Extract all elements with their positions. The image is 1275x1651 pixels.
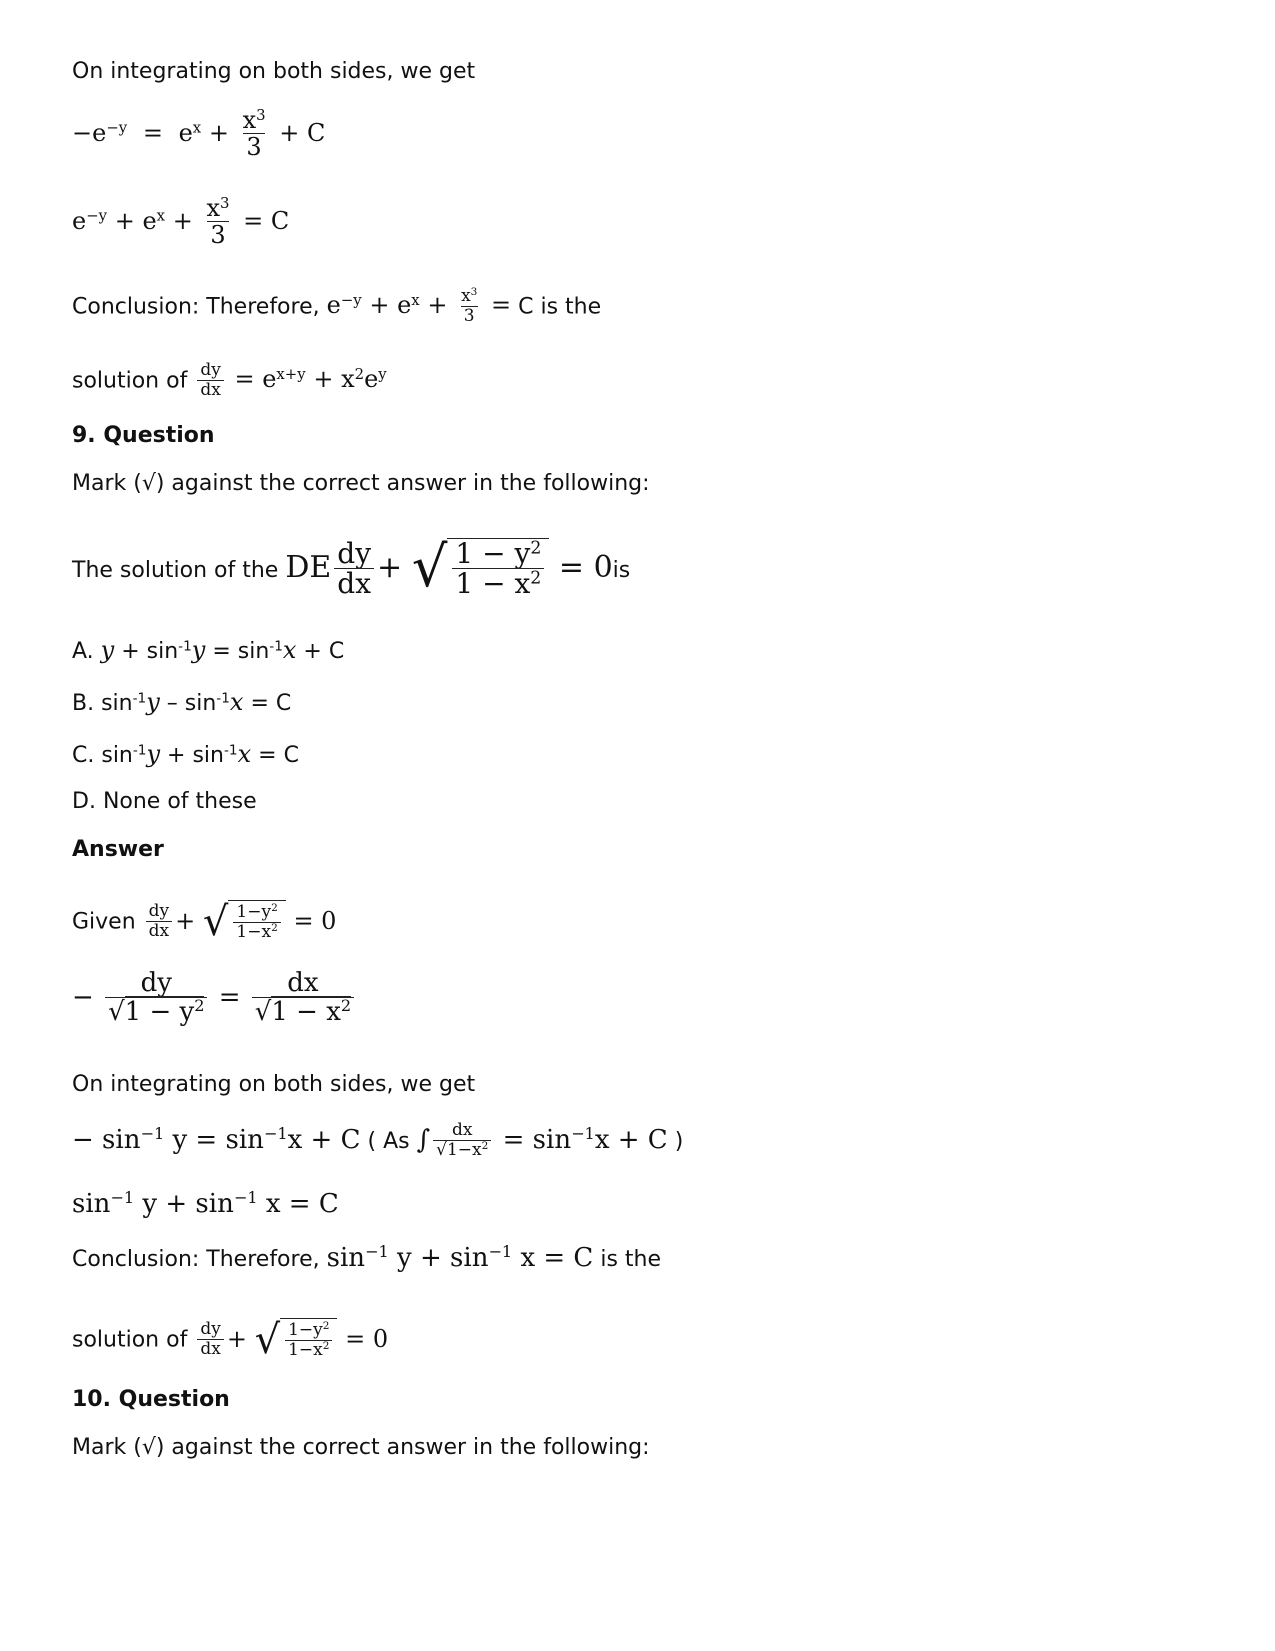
answer-heading: Answer (72, 837, 164, 862)
integrating-text-1: On integrating on both sides, we get (72, 59, 476, 84)
conclusion-1: Conclusion: Therefore, $e^{-y} + e^x$ + $\frac{x^3}{3}$ = C is the (72, 286, 602, 326)
option-d[interactable]: D. None of these (72, 789, 257, 814)
conclusion-2: Conclusion: Therefore, $\sin^{-1} y + \sin^{-1} x = C$ is the (72, 1242, 661, 1273)
integral-equation: − $\sin^{-1} y = \sin^{-1}x + C$ ( As ∫ $\frac{dx}{√1-x^2}$ = $\sin^{-1}x + C$ ) (72, 1120, 684, 1160)
separated-equation: − $\frac{dy}{√1 - y^2}$ = $\frac{dx}{√1 - x^2}$ (72, 970, 357, 1027)
sum-equation: $\sin^{-1} y + \sin^{-1} x = C$ (72, 1188, 339, 1219)
equation-integral-result: $-e^{-y} = e^x$ + $\frac{x^3}{3}$ + C (72, 105, 326, 162)
integrating-text-2: On integrating on both sides, we get (72, 1072, 476, 1097)
equation-rearranged: $e^{-y} + e^x$ + $\frac{x^3}{3}$ = C (72, 193, 290, 250)
solution-2: solution of $\frac{dy}{dx}$ + √ $\frac{1-y^2}{1-x^2}$ = 0 (72, 1317, 389, 1363)
option-b[interactable]: B. $\sin^{-1}y - \sin^{-1}x = C$ (72, 688, 292, 716)
question-10-instruction: Mark (√) against the correct answer in the following: (72, 1435, 650, 1460)
option-c[interactable]: C. $\sin^{-1}y + \sin^{-1}x = C$ (72, 740, 299, 768)
question-9-heading: 9. Question (72, 423, 215, 448)
question-9-instruction: Mark (√) against the correct answer in the following: (72, 471, 650, 496)
question-9-statement: The solution of the DE $\frac{dy}{dx}$ + √ $\frac{1 - y^2}{1 - x^2}$ = 0is (72, 535, 631, 601)
solution-1: solution of $\frac{dy}{dx}$ = $e^{x+y} + x^2e^y$ (72, 360, 387, 400)
given-equation: Given $\frac{dy}{dx}$ + √ $\frac{1-y^2}{1-x^2}$ = 0 (72, 899, 337, 945)
question-10-heading: 10. Question (72, 1387, 230, 1412)
option-a[interactable]: A. $y + \sin^{-1}y = \sin^{-1}x + C$ (72, 636, 345, 664)
